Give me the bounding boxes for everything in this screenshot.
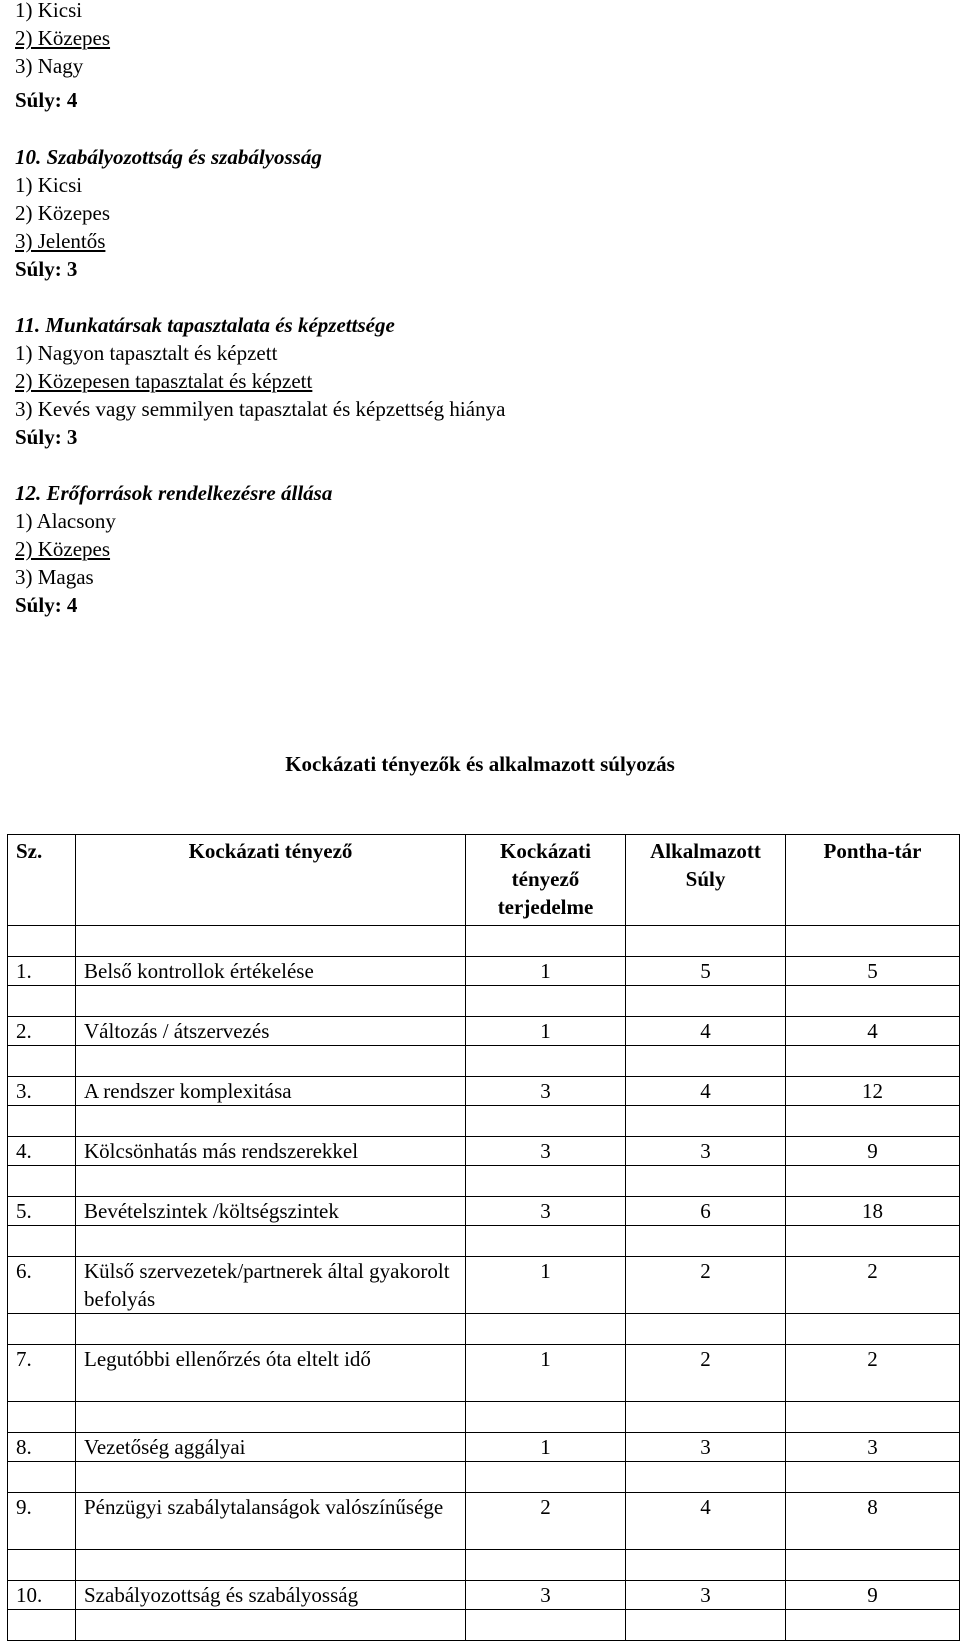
- extent-cell: 3: [466, 1077, 626, 1106]
- factor-cell: Változás / átszervezés: [76, 1017, 466, 1046]
- section-heading: 10. Szabályozottság és szabályosság: [15, 145, 322, 169]
- weight-line: Súly: 4: [15, 593, 78, 617]
- score-cell: 2: [786, 1345, 960, 1402]
- weight-cell: 2: [626, 1257, 786, 1314]
- option-line: 1) Alacsony: [15, 509, 116, 533]
- score-cell: 18: [786, 1197, 960, 1226]
- weight-cell: 5: [626, 957, 786, 986]
- row-number: 1.: [8, 957, 76, 986]
- table-row: [8, 1493, 960, 1550]
- factor-cell: Belső kontrollok értékelése: [76, 957, 466, 986]
- spacer-row: [8, 1550, 960, 1581]
- row-number: 8.: [8, 1433, 76, 1462]
- row-number: 3.: [8, 1077, 76, 1106]
- section-heading: 11. Munkatársak tapasztalata és képzettsége: [15, 313, 395, 337]
- weight-line: Súly: 3: [15, 425, 78, 449]
- factor-cell: Vezetőség aggályai: [76, 1433, 466, 1462]
- row-number: 4.: [8, 1137, 76, 1166]
- row-number: 9.: [8, 1493, 76, 1550]
- row-number: 6.: [8, 1257, 76, 1314]
- spacer-row: [8, 1226, 960, 1257]
- header-no: Sz.: [8, 835, 76, 926]
- table-row: [8, 1077, 960, 1106]
- table-row: [8, 1257, 960, 1314]
- score-cell: 8: [786, 1493, 960, 1550]
- spacer-row: [8, 1046, 960, 1077]
- table-row: [8, 1137, 960, 1166]
- option-line: 1) Kicsi: [15, 0, 83, 22]
- spacer-row: [8, 926, 960, 957]
- extent-cell: 1: [466, 1257, 626, 1314]
- table-row: [8, 957, 960, 986]
- option-line: 1) Nagyon tapasztalt és képzett: [15, 341, 278, 365]
- option-line: 3) Magas: [15, 565, 94, 589]
- factor-cell: Legutóbbi ellenőrzés óta eltelt idő: [76, 1345, 466, 1402]
- extent-cell: 3: [466, 1581, 626, 1610]
- option-line: 3) Nagy: [15, 54, 84, 78]
- table-title: Kockázati tényezők és alkalmazott súlyozás: [285, 752, 675, 776]
- option-line: 2) Közepes: [15, 537, 111, 561]
- option-line: 2) Közepesen tapasztalat és képzett: [15, 369, 313, 393]
- spacer-row: [8, 1402, 960, 1433]
- table-row: [8, 1345, 960, 1402]
- factor-cell: Szabályozottság és szabályosság: [76, 1581, 466, 1610]
- factor-cell: A rendszer komplexitása: [76, 1077, 466, 1106]
- factor-cell: Pénzügyi szabálytalanságok valószínűsége: [76, 1493, 466, 1550]
- table-row: [8, 1581, 960, 1610]
- factor-cell: Külső szervezetek/partnerek által gyakorolt befolyás: [76, 1257, 466, 1314]
- weight-cell: 4: [626, 1493, 786, 1550]
- score-cell: 3: [786, 1433, 960, 1462]
- factor-cell: Bevételszintek /költségszintek: [76, 1197, 466, 1226]
- score-cell: 9: [786, 1581, 960, 1610]
- section-heading: 12. Erőforrások rendelkezésre állása: [15, 481, 333, 505]
- extent-cell: 3: [466, 1137, 626, 1166]
- weight-cell: 6: [626, 1197, 786, 1226]
- table-row: [8, 1197, 960, 1226]
- weight-cell: 2: [626, 1345, 786, 1402]
- header-factor: Kockázati tényező: [76, 835, 466, 926]
- score-cell: 12: [786, 1077, 960, 1106]
- row-number: 7.: [8, 1345, 76, 1402]
- table-row: [8, 1433, 960, 1462]
- header-weight: Alkalmazott Súly: [626, 835, 786, 926]
- weight-line: Súly: 4: [15, 88, 78, 112]
- option-line: 3) Kevés vagy semmilyen tapasztalat és képzettség hiánya: [15, 397, 506, 421]
- extent-cell: 3: [466, 1197, 626, 1226]
- option-line: 2) Közepes: [15, 201, 111, 225]
- weight-cell: 3: [626, 1581, 786, 1610]
- option-line: 2) Közepes: [15, 26, 111, 50]
- spacer-row: [8, 1166, 960, 1197]
- row-number: 10.: [8, 1581, 76, 1610]
- header-extent: Kockázati tényező terjedelme: [466, 835, 626, 926]
- weight-cell: 3: [626, 1137, 786, 1166]
- option-line: 3) Jelentős: [15, 229, 106, 253]
- weight-cell: 4: [626, 1077, 786, 1106]
- weight-cell: 4: [626, 1017, 786, 1046]
- score-cell: 2: [786, 1257, 960, 1314]
- row-number: 2.: [8, 1017, 76, 1046]
- extent-cell: 1: [466, 1433, 626, 1462]
- factor-cell: Kölcsönhatás más rendszerekkel: [76, 1137, 466, 1166]
- extent-cell: 1: [466, 1345, 626, 1402]
- option-line: 1) Kicsi: [15, 173, 83, 197]
- spacer-row: [8, 1314, 960, 1345]
- spacer-row: [8, 1610, 960, 1641]
- table-header-row: [8, 835, 960, 926]
- score-cell: 4: [786, 1017, 960, 1046]
- weight-cell: 3: [626, 1433, 786, 1462]
- table-row: [8, 1017, 960, 1046]
- spacer-row: [8, 1462, 960, 1493]
- header-score: Pontha-tár: [786, 835, 960, 926]
- score-cell: 5: [786, 957, 960, 986]
- row-number: 5.: [8, 1197, 76, 1226]
- score-cell: 9: [786, 1137, 960, 1166]
- risk-factor-table: [7, 834, 960, 1641]
- extent-cell: 1: [466, 957, 626, 986]
- extent-cell: 1: [466, 1017, 626, 1046]
- spacer-row: [8, 986, 960, 1017]
- extent-cell: 2: [466, 1493, 626, 1550]
- weight-line: Súly: 3: [15, 257, 78, 281]
- spacer-row: [8, 1106, 960, 1137]
